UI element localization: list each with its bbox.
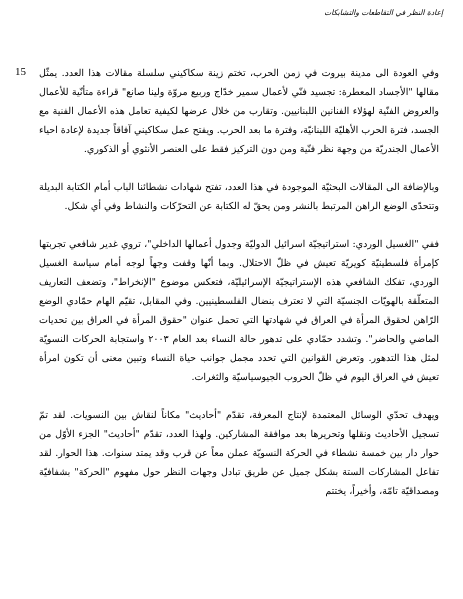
body-text xyxy=(39,64,439,501)
running-header: إعادة النظر في التقاطعات والتشابكات xyxy=(324,8,443,17)
page-number: 15 xyxy=(15,66,26,78)
paragraph-2: وبالإضافة الى المقالات البحثيّة الموجودة في هذا العدد، تفتح شهادات نشطائنا الباب أمام الكتابة البديلة وتتحدّى الوضع الراهن المرتبط بالنشر ومن يحقّ له الكتابة عن التحرّكات والنشاط وفي أي شكل. xyxy=(39,182,439,212)
paragraph-4: ويهدف تحدّي الوسائل المعتمدة لإنتاج المعرفة، تقدّم "أحاديث" مكاناً لنقاش بين النسويات. لقد تمّ تسجيل الأحاديث ونقلها وتحريرها بعد موافقة المشاركين. ولهذا العدد، تقدّم "أحاديث" الجزء الأوّل من حوار دار بين خمسة نشطاء في الحركة النسويّة عملن معاً عن قرب وقد يمتد سنوات. هذا الحوار. لقد تفاعل المشاركات الستة بشكل جميل عن طريق تبادل وجهات النظر حول مفهوم "الحركة" بشفافيّة ومصداقيّة تامّة، وأخيراً، يختتم xyxy=(39,410,439,497)
paragraph-1: وفي العودة الى مدينة بيروت في زمن الحرب، تختم زينة سكاكيني سلسلة مقالات هذا العدد. يمثّل مقالها "الأجساد المعطرة: تجسيد فنّي لأعمال سمير خدّاج وربيع مروّة ولينا صانع" قراءة متأنّية للأعمال والعروض الفنّية لهؤلاء الفنانين اللبنانيين. وتقارب من خلال عرضها لكيفية تعامل هذه الأعمال الفنية مع الجسد، فترة الحرب الأهليّة اللبنانيّة، وفترة ما بعد الحرب. ويفتح عمل سكاكيني آفاقاً جديدة لإعادة احياء الأعمال الجندريّة من وجهة نظر فنّية ومن دون التركيز فقط على العنصر الأنثوي أو الذكوري. xyxy=(39,68,439,155)
paragraph-3: ففي "الغسيل الوردي: استراتيجيّة اسرائيل الدوليّة وجدول أعمالها الداخلي"، تروي غدير شافعي تجربتها كإمرأة فلسطينيّة كويريّة تعيش في ظلّ الاحتلال. وبما أنّها وقفت وجهاً لوجه أمام سياسة الغسيل الوردي، تفكك الشافعي هذه الإستراتيجيّة الإسرائيليّة، فتعكس موضوع "الإنخراط"، وتضعف التعاريف المتعلّقة بالهويّات الجنسيّة التي لا تعترف بنضال الفلسطينيين. وفي المقابل، تقيّم الهام حمّادي الوضع الرّاهن لحقوق المرأة في العراق في شهادتها التي تحمل عنوان "حقوق المرأة في العراق بين تحديات الماضي والحاضر". وتشدد حمّادي على تدهور حالة النساء بعد العام ٢٠٠٣ واستجابة الحركات النسويّة لمثل هذا التدهور. وتعرض القوانين التي تحدد مجمل جوانب حياة النساء وتبين معنى أن تكون امرأة تعيش في العراق اليوم في ظلّ الحروب الجيوسياسيّة والثغرات. xyxy=(39,239,440,383)
